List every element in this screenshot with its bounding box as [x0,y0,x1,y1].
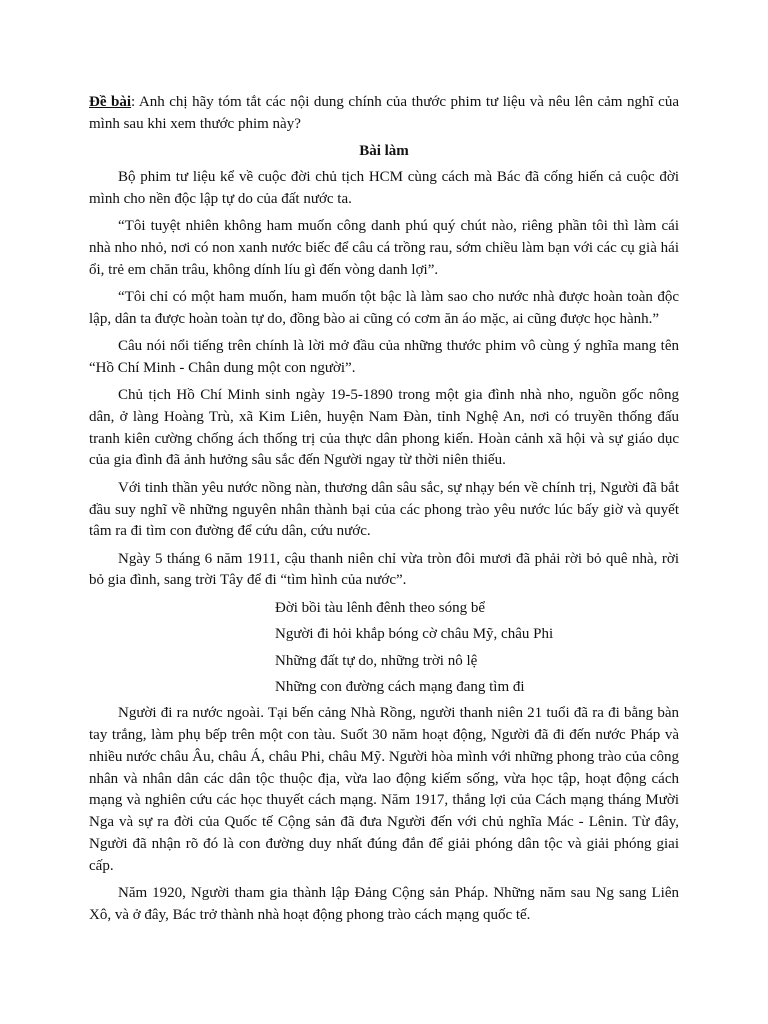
prompt-label: Đề bài [89,94,132,110]
poem-line: Những con đường cách mạng đang tìm đi [275,678,525,695]
paragraph-birth: Chủ tịch Hồ Chí Minh sinh ngày 19-5-1890 trong một gia đình nhà nho, nguồn gốc nông dân, ở làng Hoàng Trù, xã Kim Liên, huyện Nam Đàn, tỉnh Nghệ An, nơi có truyền thống đấu tranh kiên cường chống ách thống trị của thực dân phong kiến. Hoàn cảnh xã hội và sự giáo dục của gia đình đã ảnh hưởng sâu sắc đến Người ngay từ thời niên thiếu. [89,387,679,469]
paragraph-quote-1: “Tôi tuyệt nhiên không ham muốn công danh phú quý chút nào, riêng phần tôi thì làm cái nhà nho nhỏ, nơi có non xanh nước biếc để câu cá trồng rau, sớm chiều làm bạn với các cụ già hái ổi, trẻ em chăn trâu, không dính líu gì đến vòng danh lợi”. [89,217,679,278]
paragraph-intro: Bộ phim tư liệu kể về cuộc đời chủ tịch HCM cùng cách mà Bác đã cống hiến cả cuộc đời mình cho nền độc lập tự do của đất nước ta. [89,168,679,207]
poem-line: Người đi hỏi khắp bóng cờ châu Mỹ, châu Phi [275,626,554,643]
essay-heading: Bài làm [359,143,409,160]
assignment-prompt [89,92,679,136]
paragraph-patriotism: Với tinh thần yêu nước nồng nàn, thương dân sâu sắc, sự nhạy bén về chính trị, Người đã bắt đầu suy nghĩ về những nguyên nhân thành bại của các phong trào yêu nước lúc bấy giờ và quyết tâm ra đi tìm con đường để cứu dân, cứu nước. [89,479,679,540]
paragraph-departure: Ngày 5 tháng 6 năm 1911, cậu thanh niên chỉ vừa tròn đôi mươi đã phải rời bỏ quê nhà, rời bỏ gia đình, sang trời Tây để đi “tìm hình của nước”. [89,550,679,589]
poem-line: Những đất tự do, những trời nô lệ [275,652,478,669]
document-page [89,92,679,932]
poem-line: Đời bồi tàu lênh đênh theo sóng bể [275,599,485,616]
paragraph-travels: Người đi ra nước ngoài. Tại bến cảng Nhà Rồng, người thanh niên 21 tuổi đã ra đi bằng bàn tay trắng, làm phụ bếp trên một con tàu. Suốt 30 năm hoạt động, Người đã đi đến nước Pháp và nhiều nước châu Âu, châu Á, châu Phi, châu Mỹ. Người hòa mình với những phong trào của công nhân và nhân dân các dân tộc thuộc địa, vừa lao động kiếm sống, vừa học tập, hoạt động cách mạng và nghiên cứu các học thuyết cách mạng. Năm 1917, thắng lợi của Cách mạng tháng Mười Nga và sự ra đời của Quốc tế Cộng sản đã đưa Người đến với chủ nghĩa Mác - Lênin. Từ đây, Người đã nhận rõ đó là con đường duy nhất đúng đắn để giải phóng dân tộc và giải phóng giai cấp. [89,705,679,874]
prompt-text: : Anh chị hãy tóm tắt các nội dung chính của thước phim tư liệu và nêu lên cảm nghĩ của mình sau khi xem thước phim này? [89,94,679,132]
poem-stanza [275,598,679,699]
paragraph-film-title: Câu nói nổi tiếng trên chính là lời mở đầu của những thước phim vô cùng ý nghĩa mang tên “Hồ Chí Minh - Chân dung một con người”. [89,337,679,376]
paragraph-quote-2: “Tôi chỉ có một ham muốn, ham muốn tột bậc là làm sao cho nước nhà được hoàn toàn độc lập, dân ta được hoàn toàn tự do, đồng bào ai cũng có cơm ăn áo mặc, ai cũng được học hành.” [89,288,679,327]
paragraph-1920: Năm 1920, Người tham gia thành lập Đảng Cộng sản Pháp. Những năm sau Ng sang Liên Xô, và ở đây, Bác trở thành nhà hoạt động phong trào cách mạng quốc tế. [89,885,679,923]
